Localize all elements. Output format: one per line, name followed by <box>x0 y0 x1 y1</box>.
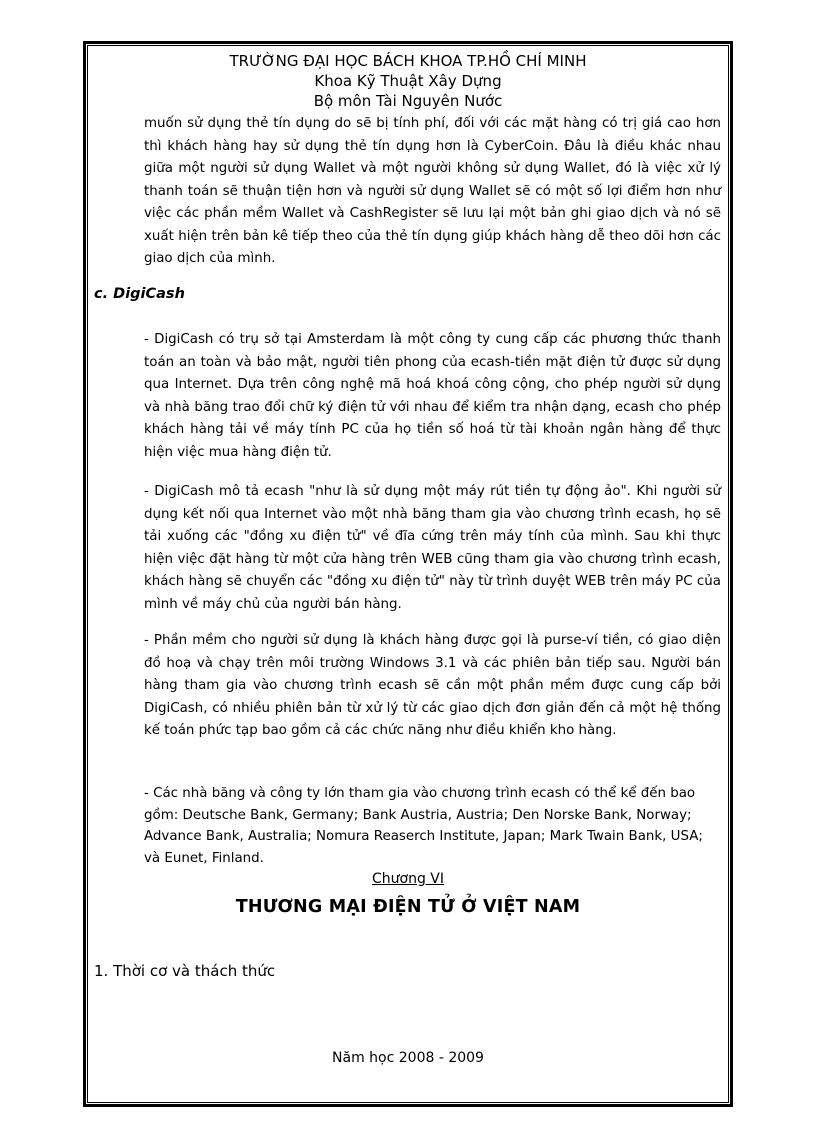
header-faculty: Khoa Kỹ Thuật Xây Dựng <box>314 72 502 90</box>
paragraph-4: - Các nhà băng và công ty lớn tham gia vào chương trình ecash có thể kể đến bao gồm: Deutsche Bank, Germany; Bank Austria, Austria; Den Norske Bank, Norway; Advance Bank, Australia; Nomura Reaserch Institute, Japan; Mark Twain Bank, USA; và Eunet, Finland. <box>144 786 703 866</box>
paragraph-3: - Phần mềm cho người sử dụng là khách hàng được gọi là purse-ví tiền, có giao diện đồ hoạ và chạy trên môi trường Windows 3.1 và các phiên bản tiếp sau. Người bán hàng tham gia vào chương trình ecash sẽ cần một phần mềm được cung cấp bởi DigiCash, có nhiều phiên bản từ xử lý từ các giao dịch đơn giản đến cả một hệ thống kế toán phức tạp bao gồm cả các chức năng như điều khiển kho hàng. <box>144 633 721 738</box>
chapter-title: THƯƠNG MẠI ĐIỆN TỬ Ở VIỆT NAM <box>235 897 581 917</box>
section-heading-digicash: c. DigiCash <box>94 286 185 302</box>
header-department: Bộ môn Tài Nguyên Nước <box>313 92 503 110</box>
paragraph-1: - DigiCash có trụ sở tại Amsterdam là một công ty cung cấp các phương thức thanh toán an toàn và bảo mật, người tiên phong của ecash-tiền mặt điện tử được sử dụng qua Internet. Dựa trên công nghệ mã hoá khoá công cộng, cho phép người sử dụng và nhà băng trao đổi chữ ký điện tử với nhau để kiểm tra nhận dạng, ecash cho phép khách hàng tải về máy tính PC của họ tiền số hoá từ tài khoản ngân hàng để thực hiện việc mua hàng điện tử. <box>144 332 721 460</box>
intro-paragraph: muốn sử dụng thẻ tín dụng do sẽ bị tính phí, đối với các mặt hàng có trị giá cao hơn thì khách hàng hay sử dụng thẻ tín dụng hơn là CyberCoin. Đâu là điều khác nhau giữa một người sử dụng Wallet và một người không sử dụng Wallet, đó là việc xử lý thanh toán sẽ thuận tiện hơn và người sử dụng Wallet sẽ có một số lợi điểm hơn như việc các phần mềm Wallet và CashRegister sẽ lưu lại một bản ghi giao dịch và nó sẽ xuất hiện trên bản kê tiếp theo của thẻ tín dụng giúp khách hàng dễ theo dõi hơn các giao dịch của mình. <box>144 116 721 266</box>
document-header <box>87 51 729 111</box>
page-footer: Năm học 2008 - 2009 <box>332 1050 484 1066</box>
chapter-label-text: Chương VI <box>371 871 444 887</box>
paragraph-2: - DigiCash mô tả ecash "như là sử dụng một máy rút tiền tự động ảo". Khi người sử dụng kết nối qua Internet vào một nhà băng tham gia vào chương trình ecash, họ sẽ tải xuống các "đồng xu điện tử" về đĩa cứng trên máy tính của mình. Sau khi thực hiện việc đặt hàng từ một cửa hàng trên WEB cũng tham gia vào chương trình ecash, khách hàng sẽ chuyển các "đồng xu điện tử" này từ trình duyệt WEB trên máy PC của mình về máy chủ của người bán hàng. <box>144 484 721 612</box>
chapter-label <box>87 871 729 887</box>
subsection-heading: 1. Thời cơ và thách thức <box>94 962 276 980</box>
header-university: TRƯỜNG ĐẠI HỌC BÁCH KHOA TP.HỒ CHÍ MINH <box>229 52 587 70</box>
